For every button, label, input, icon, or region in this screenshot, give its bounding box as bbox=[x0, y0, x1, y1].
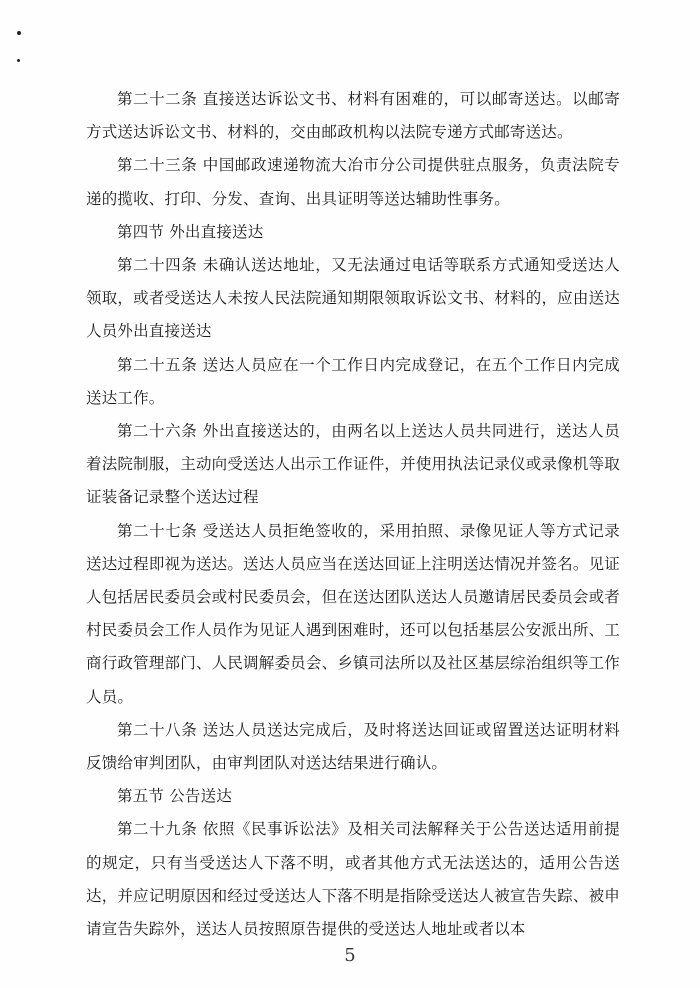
document-body bbox=[86, 83, 620, 946]
article-25: 第二十五条 送达人员应在一个工作日内完成登记，在五个工作日内完成送达工作。 bbox=[86, 355, 620, 407]
section-heading-5: 第五节 公告送达 bbox=[117, 787, 233, 806]
article-28: 第二十八条 送达人员送达完成后，及时将送达回证或留置送达证明材料反馈给审判团队，由审判团队对送达结果进行确认。 bbox=[86, 720, 620, 773]
scan-mark bbox=[17, 59, 20, 62]
article-29: 第二十九条 依照《民事诉讼法》及相关司法解释关于公告送达适用前提的规定，只有当受送达人下落不明，或者其他方式无法送达的，适用公告送达，并应记明原因和经过受送达人下落不明是指除受送达人被宣告失踪、被申请宣告失踪外，送达人员按照原告提供的受送达人地址或者以本 bbox=[86, 820, 620, 939]
article-23: 第二十三条 中国邮政速递物流大冶市分公司提供驻点服务，负责法院专递的揽收、打印、分发、查询、出具证明等送达辅助性事务。 bbox=[86, 156, 620, 208]
article-27: 第二十七条 受送达人员拒绝签收的，采用拍照、录像见证人等方式记录送达过程即视为送达。送达人员应当在送达回证上注明送达情况并签名。见证人包括居民委员会或村民委员会，但在送达团队送达人员邀请居民委员会或者村民委员会工作人员作为见证人遇到困难时，还可以包括基层公安派出所、工商行政管理部门、人民调解委员会、乡镇司法所以及社区基层综治组织等工作人员。 bbox=[86, 521, 620, 706]
article-24: 第二十四条 未确认送达地址，又无法通过电话等联系方式通知受送达人领取，或者受送达人未按人民法院通知期限领取诉讼文书、材料的，应由送达人员外出直接送达 bbox=[86, 256, 620, 341]
article-22: 第二十二条 直接送达诉讼文书、材料有困难的，可以邮寄送达。以邮寄方式送达诉讼文书、材料的，交由邮政机构以法院专递方式邮寄送达。 bbox=[86, 90, 620, 142]
page-number: 5 bbox=[344, 945, 356, 966]
section-heading-4: 第四节 外出直接送达 bbox=[117, 222, 264, 241]
scan-mark bbox=[17, 31, 21, 35]
article-26: 第二十六条 外出直接送达的，由两名以上送达人员共同进行，送达人员着法院制服，主动向受送达人出示工作证件，并使用执法记录仪或录像机等取证装备记录整个送达过程 bbox=[86, 422, 620, 507]
